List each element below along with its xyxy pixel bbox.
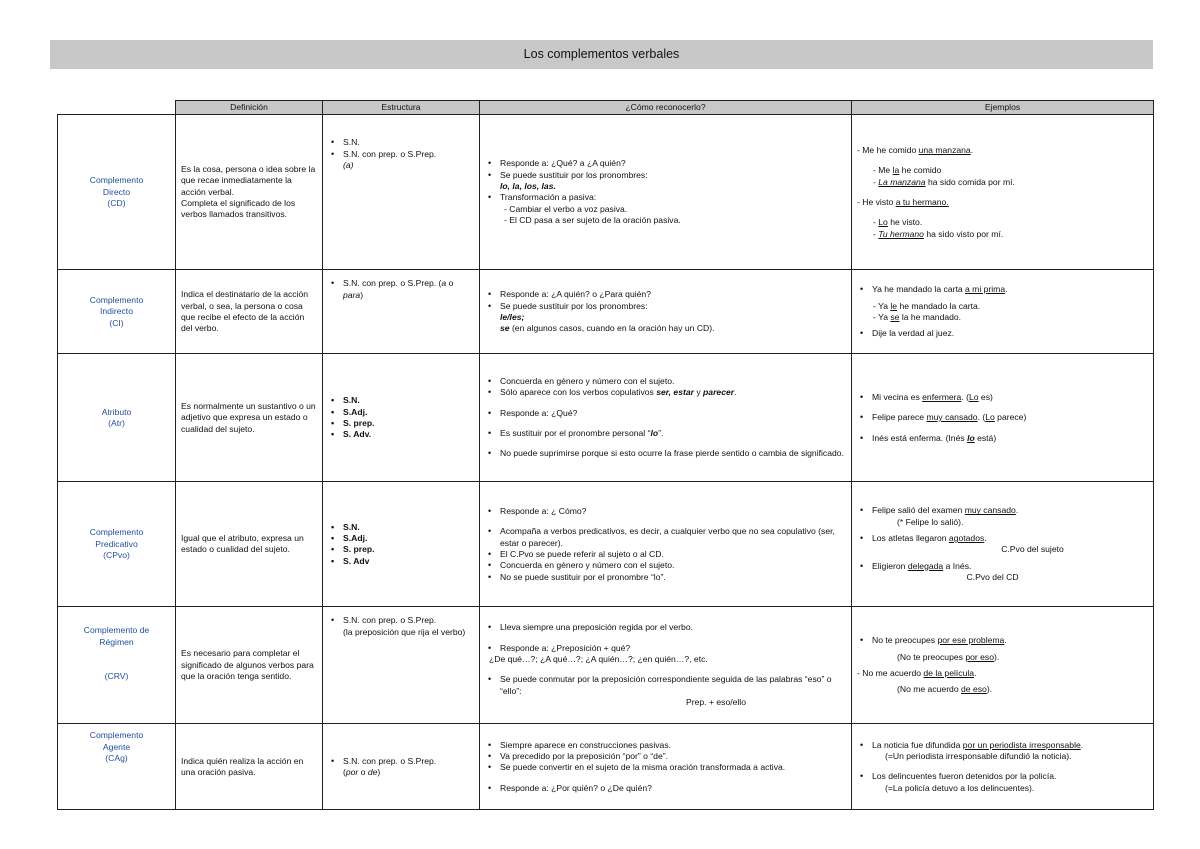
est-atr: • S.N. • S.Adj. • S. prep. • S. Adv. — [323, 354, 480, 482]
rec-ci: • Responde a: ¿A quién? o ¿Para quién? • Se puede sustituir por los pronombres: le/les; se (en algunos casos, cuando en la oración hay un CD). — [480, 270, 852, 354]
page-title: Los complementos verbales — [50, 40, 1153, 69]
def-cag: Indica quién realiza la acción en una oración pasiva. — [176, 724, 323, 810]
header-estructura: Estructura — [323, 101, 480, 115]
est-cd: • S.N. • S.N. con prep. o S.Prep. (a) — [323, 115, 480, 270]
ej-ci: • Ya he mandado la carta a mi prima. - Ya le he mandado la carta. - Ya se la he mandado. • Dije la verdad al juez. — [852, 270, 1154, 354]
ej-crv: • No te preocupes por ese problema. (No te preocupes por eso). - No me acuerdo de la película. (No me acuerdo de eso). — [852, 607, 1154, 724]
def-cpvo: Igual que el atributo, expresa un estado o cualidad del sujeto. — [176, 482, 323, 607]
header-reconocer: ¿Cómo reconocerlo? — [480, 101, 852, 115]
ej-cd: - Me he comido una manzana. - Me la he comido - La manzana ha sido comida por mí. - He visto a tu hermano. - Lo he visto. - Tu hermano ha sido visto por mí. — [852, 115, 1154, 270]
row-atr — [58, 354, 1154, 482]
est-crv: • S.N. con prep. o S.Prep. (la preposición que rija el verbo) — [323, 607, 480, 724]
row-ci — [58, 270, 1154, 354]
row-cpvo — [58, 482, 1154, 607]
est-cag: • S.N. con prep. o S.Prep. (por o de) — [323, 724, 480, 810]
row-crv — [58, 607, 1154, 724]
ej-atr: • Mi vecina es enfermera. (Lo es) • Felipe parece muy cansado. (Lo parece) • Inés está enferma. (Inés lo está) — [852, 354, 1154, 482]
rec-cd: • Responde a: ¿Qué? a ¿A quién? • Se puede sustituir por los pronombres: lo, la, los, las. • Transformación a pasiva: - Cambiar el verbo a voz pasiva. - El CD pasa a ser sujeto de la oración pasiva. — [480, 115, 852, 270]
label-cpvo: Complemento Predicativo (CPvo) — [58, 482, 176, 607]
header-blank — [58, 101, 176, 115]
est-cpvo: • S.N. • S.Adj. • S. prep. • S. Adv — [323, 482, 480, 607]
row-cag — [58, 724, 1154, 810]
est-ci: • S.N. con prep. o S.Prep. (a o para) — [323, 270, 480, 354]
label-cd: Complemento Directo (CD) — [58, 115, 176, 270]
row-cd — [58, 115, 1154, 270]
header-definicion: Definición — [176, 101, 323, 115]
header-row — [58, 101, 1154, 115]
rec-cag: • Siempre aparece en construcciones pasivas. • Va precedido por la preposición “por” o “de”. • Se puede convertir en el sujeto de la misma oración transformada a activa. • Responde a: ¿Por quién? o ¿De quién? — [480, 724, 852, 810]
def-atr: Es normalmente un sustantivo o un adjetivo que expresa un estado o cualidad del sujeto. — [176, 354, 323, 482]
rec-atr: • Concuerda en género y número con el sujeto. • Sólo aparece con los verbos copulativos ser, estar y parecer. • Responde a: ¿Qué? • Es sustituir por el pronombre personal “lo”. • No puede suprimirse porque si esto ocurre la frase pierde sentido o cambia de significado. — [480, 354, 852, 482]
rec-crv: • Lleva siempre una preposición regida por el verbo. • Responde a: ¿Preposición + qué? ¿De qué…?; ¿A qué…?; ¿A quién…?; ¿en quién…?, etc. • Se puede conmutar por la preposición correspondiente seguida de las palabras “eso” o “ello”: Prep. + eso/ello — [480, 607, 852, 724]
complements-table — [57, 100, 1154, 810]
def-cd: Es la cosa, persona o idea sobre la que recae inmediatamente la acción verbal. Completa el significado de los verbos llamados transitivos. — [176, 115, 323, 270]
label-crv: Complemento de Régimen (CRV) — [58, 607, 176, 724]
ej-cag: • La noticia fue difundida por un periodista irresponsable. (=Un periodista irresponsable difundió la noticia). • Los delincuentes fueron detenidos por la policía. (=La policía detuvo a los delincuentes). — [852, 724, 1154, 810]
label-cag: Complemento Agente (CAg) — [58, 724, 176, 810]
def-ci: Indica el destinatario de la acción verbal, o sea, la persona o cosa que recibe el efecto de la acción del verbo. — [176, 270, 323, 354]
label-ci: Complemento Indirecto (CI) — [58, 270, 176, 354]
def-crv: Es necesario para completar el significado de algunos verbos para que la oración tenga sentido. — [176, 607, 323, 724]
ej-cpvo: • Felipe salió del examen muy cansado. (* Felipe lo salió). • Los atletas llegaron agotados. C.Pvo del sujeto • Eligieron delegada a Inés. C.Pvo del CD — [852, 482, 1154, 607]
header-ejemplos: Ejemplos — [852, 101, 1154, 115]
label-atr: Atributo (Atr) — [58, 354, 176, 482]
rec-cpvo: • Responde a: ¿ Cómo? • Acompaña a verbos predicativos, es decir, a cualquier verbo que no sea copulativo (ser, estar o parecer). • El C.Pvo se puede referir al sujeto o al CD. • Concuerda en género y número con el sujeto. • No se puede sustituir por el pronombre “lo”. — [480, 482, 852, 607]
